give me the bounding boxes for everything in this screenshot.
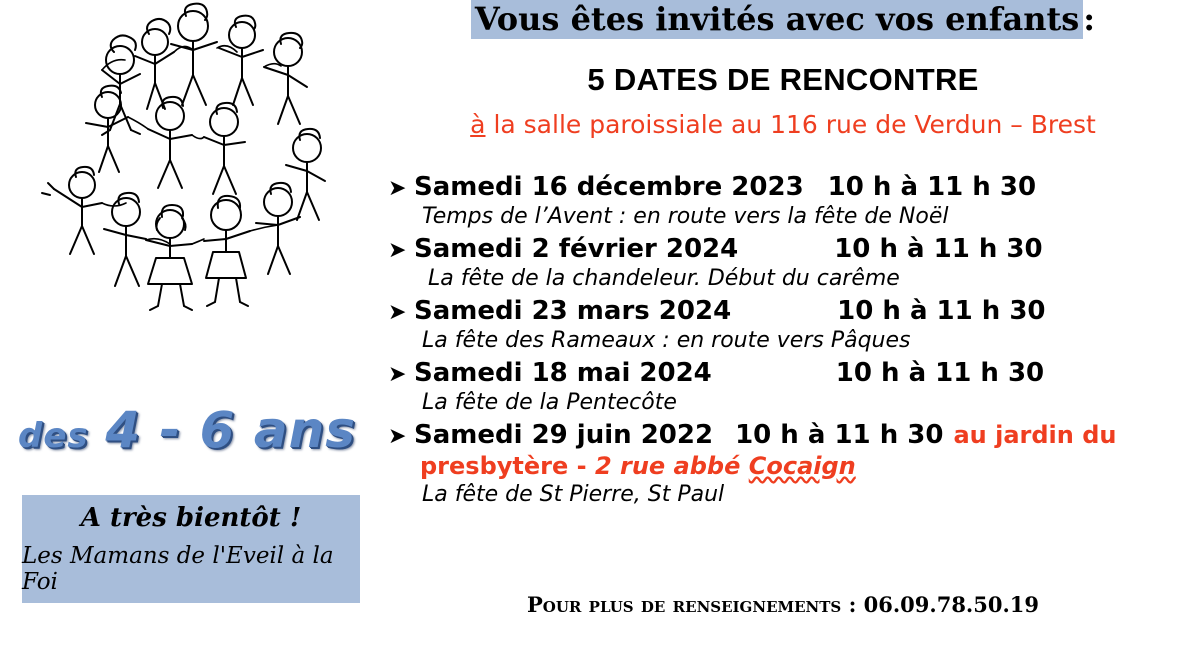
event-date: Samedi 23 mars 2024 xyxy=(414,296,732,326)
event-description: Temps de l’Avent : en route vers la fête de Noël xyxy=(422,204,949,229)
left-column xyxy=(0,0,380,650)
closing-signature: Les Mamans de l'Eveil à la Foi xyxy=(22,543,334,595)
contact-footer xyxy=(380,592,1186,617)
children-circle-dance-illustration xyxy=(10,0,370,340)
age-range-value: 4 - 6 ans xyxy=(105,401,356,459)
right-column xyxy=(380,0,1186,650)
event-item xyxy=(388,172,1186,229)
closing-message-box xyxy=(22,495,360,603)
event-location-name: Cocaign xyxy=(748,452,856,480)
event-time: 10 h à 11 h 30 xyxy=(835,358,1045,388)
event-date: Samedi 18 mai 2024 xyxy=(414,358,712,388)
event-item xyxy=(388,420,1186,507)
events-list xyxy=(388,172,1186,512)
event-description: La fête de St Pierre, St Paul xyxy=(422,482,725,507)
event-time: 10 h à 11 h 30 xyxy=(837,296,1046,326)
event-time: 10 h à 11 h 30 xyxy=(827,172,1037,202)
event-time: 10 h à 11 h 30 xyxy=(735,420,944,450)
event-location-street: 2 rue abbé xyxy=(594,452,749,480)
dates-subtitle: 5 DATES DE RENCONTRE xyxy=(587,62,979,97)
invitation-title-highlight: Vous êtes invités avec vos enfants xyxy=(471,0,1083,39)
event-date: Samedi 16 décembre 2023 xyxy=(414,172,804,202)
bullet-arrow-icon: ➤ xyxy=(388,424,407,449)
age-prefix: des xyxy=(18,416,89,456)
event-date: Samedi 29 juin 2022 xyxy=(414,420,714,450)
venue-address-rest: la salle paroissiale au 116 rue de Verdun – Brest xyxy=(485,110,1096,139)
invitation-title xyxy=(380,0,1186,38)
venue-address-prefix: à xyxy=(470,110,486,139)
venue-address xyxy=(380,110,1186,139)
bullet-arrow-icon: ➤ xyxy=(388,300,407,325)
age-range-text xyxy=(18,395,363,465)
contact-phone: 06.09.78.50.19 xyxy=(863,592,1040,617)
event-location-prefix: presbytère - xyxy=(420,452,595,480)
event-location-note-line2 xyxy=(388,452,1186,480)
bullet-arrow-icon: ➤ xyxy=(388,176,407,201)
contact-label: Pour plus de renseignements : xyxy=(526,592,864,617)
event-description: La fête de la Pentecôte xyxy=(422,390,677,415)
event-date: Samedi 2 février 2024 xyxy=(414,234,739,264)
bullet-arrow-icon: ➤ xyxy=(388,362,407,387)
event-description: La fête des Rameaux : en route vers Pâques xyxy=(422,328,911,353)
invitation-title-colon: : xyxy=(1083,0,1096,38)
event-item xyxy=(388,358,1186,415)
event-time: 10 h à 11 h 30 xyxy=(834,234,1043,264)
closing-greeting: A très bientôt ! xyxy=(80,503,302,533)
event-location-note: au jardin du xyxy=(953,421,1117,449)
event-item xyxy=(388,234,1186,291)
event-item xyxy=(388,296,1186,353)
event-description: La fête de la chandeleur. Début du carême xyxy=(428,266,900,291)
bullet-arrow-icon: ➤ xyxy=(388,238,407,263)
